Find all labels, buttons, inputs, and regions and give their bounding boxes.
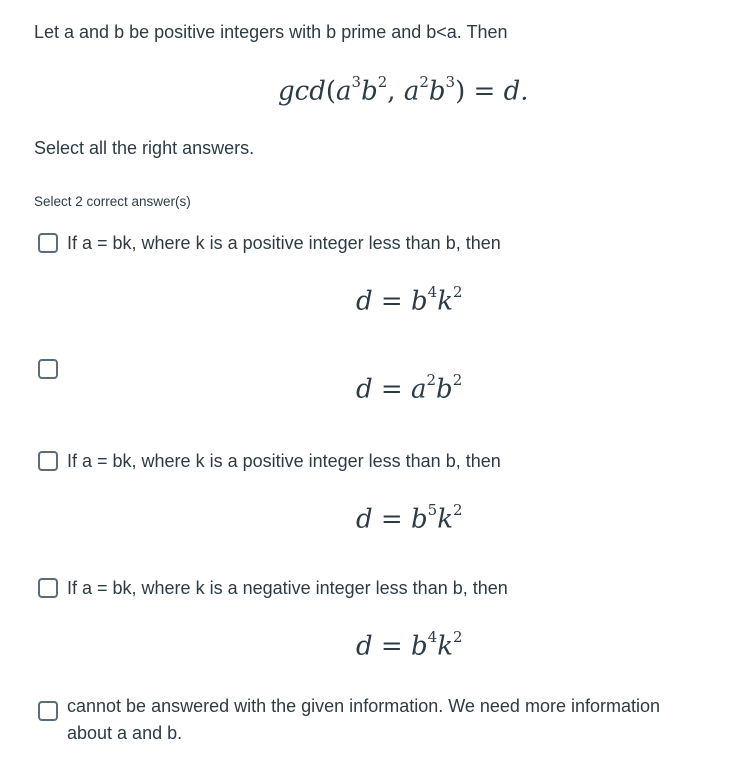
- question-intro: Let a and b be positive integers with b prime and b<a. Then: [34, 22, 508, 42]
- option-2-checkbox[interactable]: [38, 359, 58, 379]
- formula-rhs: d.: [503, 76, 529, 107]
- option-5-text-line1: cannot be answered with the given information. We need more information: [67, 696, 660, 716]
- option-3-checkbox[interactable]: [38, 451, 58, 471]
- gcd-fn: gcd: [278, 76, 326, 107]
- option-4-text: If a = bk, where k is a negative integer less than b, then: [67, 578, 508, 598]
- option-3-formula: $d = b^5k^2$: [356, 501, 463, 535]
- option-1-checkbox[interactable]: [38, 233, 58, 253]
- question-formula: $\gcd(a^3b^2$, $a^2b^3) = d$.: [278, 73, 529, 107]
- option-2-formula: $d = a^2b^2$: [356, 371, 463, 405]
- option-1-formula: $d = b^4k^2$: [356, 283, 463, 317]
- select-hint: Select 2 correct answer(s): [34, 194, 191, 209]
- option-5-checkbox[interactable]: [38, 701, 58, 721]
- option-4-formula: $d = b^4k^2$: [356, 628, 463, 662]
- option-1-text: If a = bk, where k is a positive integer less than b, then: [67, 233, 501, 253]
- option-4-checkbox[interactable]: [38, 578, 58, 598]
- instruction-text: Select all the right answers.: [34, 138, 255, 158]
- option-3-text: If a = bk, where k is a positive integer less than b, then: [67, 451, 501, 471]
- option-5-text-line2: about a and b.: [67, 723, 183, 743]
